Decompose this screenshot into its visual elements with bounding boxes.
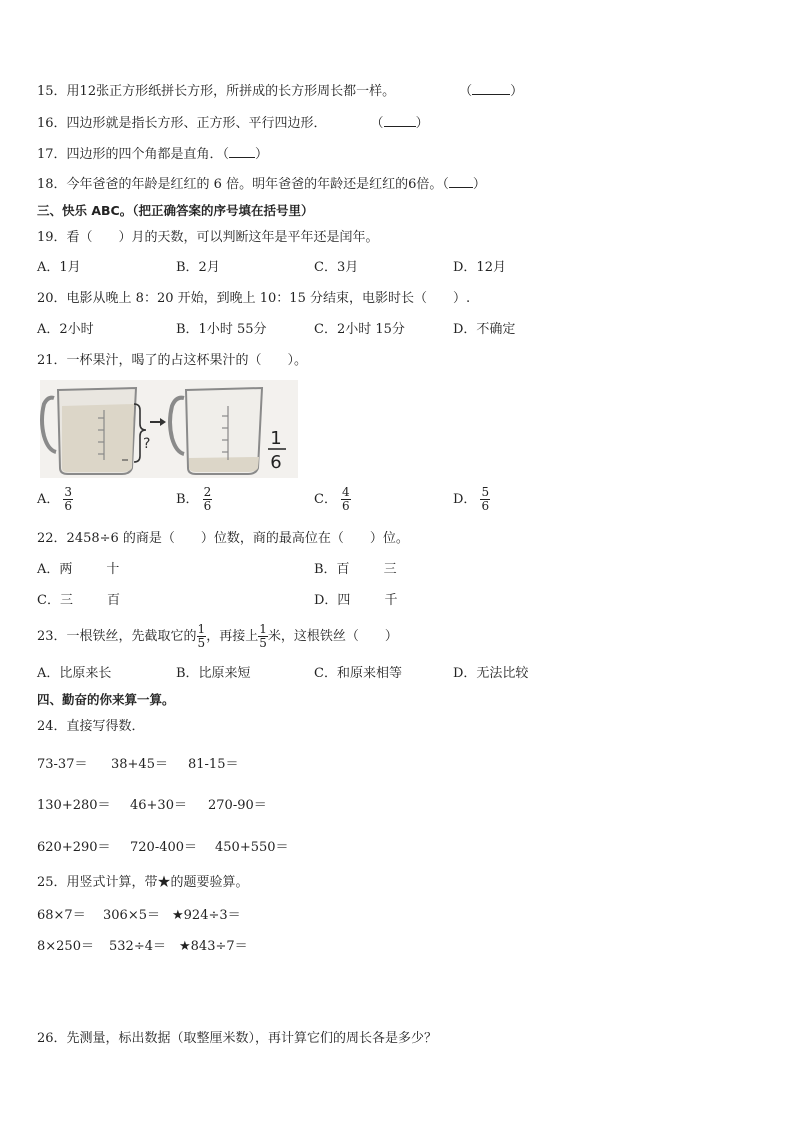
arith-item: 81-15＝ <box>188 757 239 772</box>
option-b[interactable]: B．2月 <box>176 260 220 275</box>
answer-blank[interactable] <box>472 82 510 95</box>
arith-item: 450+550＝ <box>215 840 289 855</box>
question-15: 15．用12张正方形纸拼长方形，所拼成的长方形周长都一样。 （ ） <box>37 84 524 99</box>
fraction: $\frac{1}{5}$ <box>197 622 206 650</box>
option-c[interactable]: C．三 百 <box>37 593 120 608</box>
question-mark-label: ? <box>143 436 151 452</box>
question-15-text: 15．用12张正方形纸拼长方形，所拼成的长方形周长都一样。 <box>37 84 396 99</box>
option-d[interactable]: D．12月 <box>453 260 506 275</box>
arith-item: 620+290＝ <box>37 840 111 855</box>
option-a[interactable]: A．1月 <box>37 260 81 275</box>
option-c[interactable]: C． $\frac{4}{6}$ <box>314 485 350 513</box>
option-d[interactable]: D．不确定 <box>453 322 516 337</box>
question-22-text: 22．2458÷6 的商是（ ）位数，商的最高位在（ ）位。 <box>37 531 409 546</box>
option-b[interactable]: B．百 三 <box>314 562 397 577</box>
option-a[interactable]: A． $\frac{3}{6}$ <box>37 485 73 513</box>
option-b[interactable]: B． $\frac{2}{6}$ <box>176 485 212 513</box>
fraction: $\frac{2}{6}$ <box>203 485 212 513</box>
fraction: $\frac{4}{6}$ <box>341 485 350 513</box>
arith-item: 73-37＝ <box>37 757 88 772</box>
option-d[interactable]: D．无法比较 <box>453 666 529 681</box>
question-20-text: 20．电影从晚上 8：20 开始，到晚上 10：15 分结束，电影时长（ ）. <box>37 291 471 306</box>
question-17-text: 17．四边形的四个角都是直角．（ <box>37 147 230 162</box>
arith-item: 68×7＝ <box>37 908 86 923</box>
arith-item: 306×5＝ <box>103 908 160 923</box>
question-19-text: 19．看（ ）月的天数，可以判断这年是平年还是闰年。 <box>37 230 379 245</box>
figure-fraction-denominator: 6 <box>270 452 282 473</box>
option-d[interactable]: D．四 千 <box>314 593 398 608</box>
fraction: $\frac{3}{6}$ <box>64 485 73 513</box>
question-23: 23．一根铁丝，先截取它的 $\frac{1}{5}$ ，再接上 $\frac{1}{5}$ 米，这根铁丝（ ） <box>37 622 398 650</box>
question-21-text: 21．一杯果汁，喝了的占这杯果汁的（ ）。 <box>37 353 308 368</box>
arith-item: 38+45＝ <box>111 757 168 772</box>
arith-item: ★843÷7＝ <box>179 939 248 954</box>
answer-blank[interactable] <box>384 114 416 127</box>
question-25-text: 25．用竖式计算，带★的题要验算。 <box>37 875 249 890</box>
option-a[interactable]: A．比原来长 <box>37 666 112 681</box>
answer-blank[interactable] <box>449 175 473 188</box>
arith-item: 130+280＝ <box>37 798 111 813</box>
option-a[interactable]: A．两 十 <box>37 562 120 577</box>
question-18-text: 18．今年爸爸的年龄是红红的 6 倍。明年爸爸的年龄还是红红的6倍。（ <box>37 177 449 192</box>
question-26-text: 26．先测量，标出数据（取整厘米数），再计算它们的周长各是多少？ <box>37 1031 438 1046</box>
arith-item: 532÷4＝ <box>109 939 166 954</box>
arith-item: 270-90＝ <box>208 798 267 813</box>
question-18: 18．今年爸爸的年龄是红红的 6 倍。明年爸爸的年龄还是红红的6倍。（ ） <box>37 177 486 192</box>
question-17: 17．四边形的四个角都是直角．（ ） <box>37 147 269 162</box>
answer-blank[interactable] <box>229 145 255 158</box>
arith-item: 8×250＝ <box>37 939 94 954</box>
option-b[interactable]: B．比原来短 <box>176 666 251 681</box>
option-c[interactable]: C．3月 <box>314 260 359 275</box>
question-16-text: 16．四边形就是指长方形、正方形、平行四边形． <box>37 116 327 131</box>
question-24-text: 24．直接写得数． <box>37 719 145 734</box>
arith-item: 720-400＝ <box>130 840 198 855</box>
option-a[interactable]: A．2小时 <box>37 322 94 337</box>
arith-item: ★924÷3＝ <box>172 908 241 923</box>
section-4-heading: 四、勤奋的你来算一算。 <box>37 692 175 707</box>
juice-cups-figure <box>40 380 298 478</box>
arith-item: 46+30＝ <box>130 798 187 813</box>
section-3-heading: 三、快乐 ABC。（把正确答案的序号填在括号里） <box>37 203 314 218</box>
fraction: $\frac{5}{6}$ <box>481 485 490 513</box>
option-b[interactable]: B．1小时 55分 <box>176 322 267 337</box>
option-c[interactable]: C．和原来相等 <box>314 666 402 681</box>
figure-fraction-numerator: 1 <box>270 428 282 449</box>
option-c[interactable]: C．2小时 15分 <box>314 322 405 337</box>
question-16: 16．四边形就是指长方形、正方形、平行四边形． （ ） <box>37 116 429 131</box>
fraction: $\frac{1}{5}$ <box>259 622 267 650</box>
option-d[interactable]: D． $\frac{5}{6}$ <box>453 485 490 513</box>
